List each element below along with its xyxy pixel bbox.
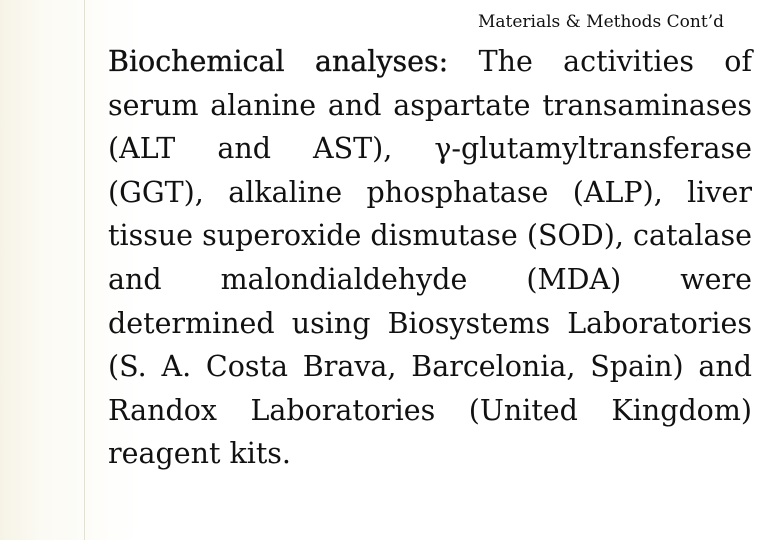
left-margin-rule	[84, 0, 85, 540]
section-heading: Biochemical analyses:	[108, 45, 449, 78]
slide-header: Materials & Methods Cont’d	[477, 12, 724, 32]
section-paragraph	[108, 40, 752, 476]
section-body: The activities of serum alanine and aspartate transaminases (ALT and AST), γ-glutamyltransferase (GGT), alkaline phosphatase (ALP), liver tissue superoxide dismutase (SOD), catalase and malondialdehyde (MDA) were determined using Biosystems Laboratories (S. A. Costa Brava, Barcelonia, Spain) and Randox Laboratories (United Kingdom) reagent kits.	[108, 45, 752, 471]
